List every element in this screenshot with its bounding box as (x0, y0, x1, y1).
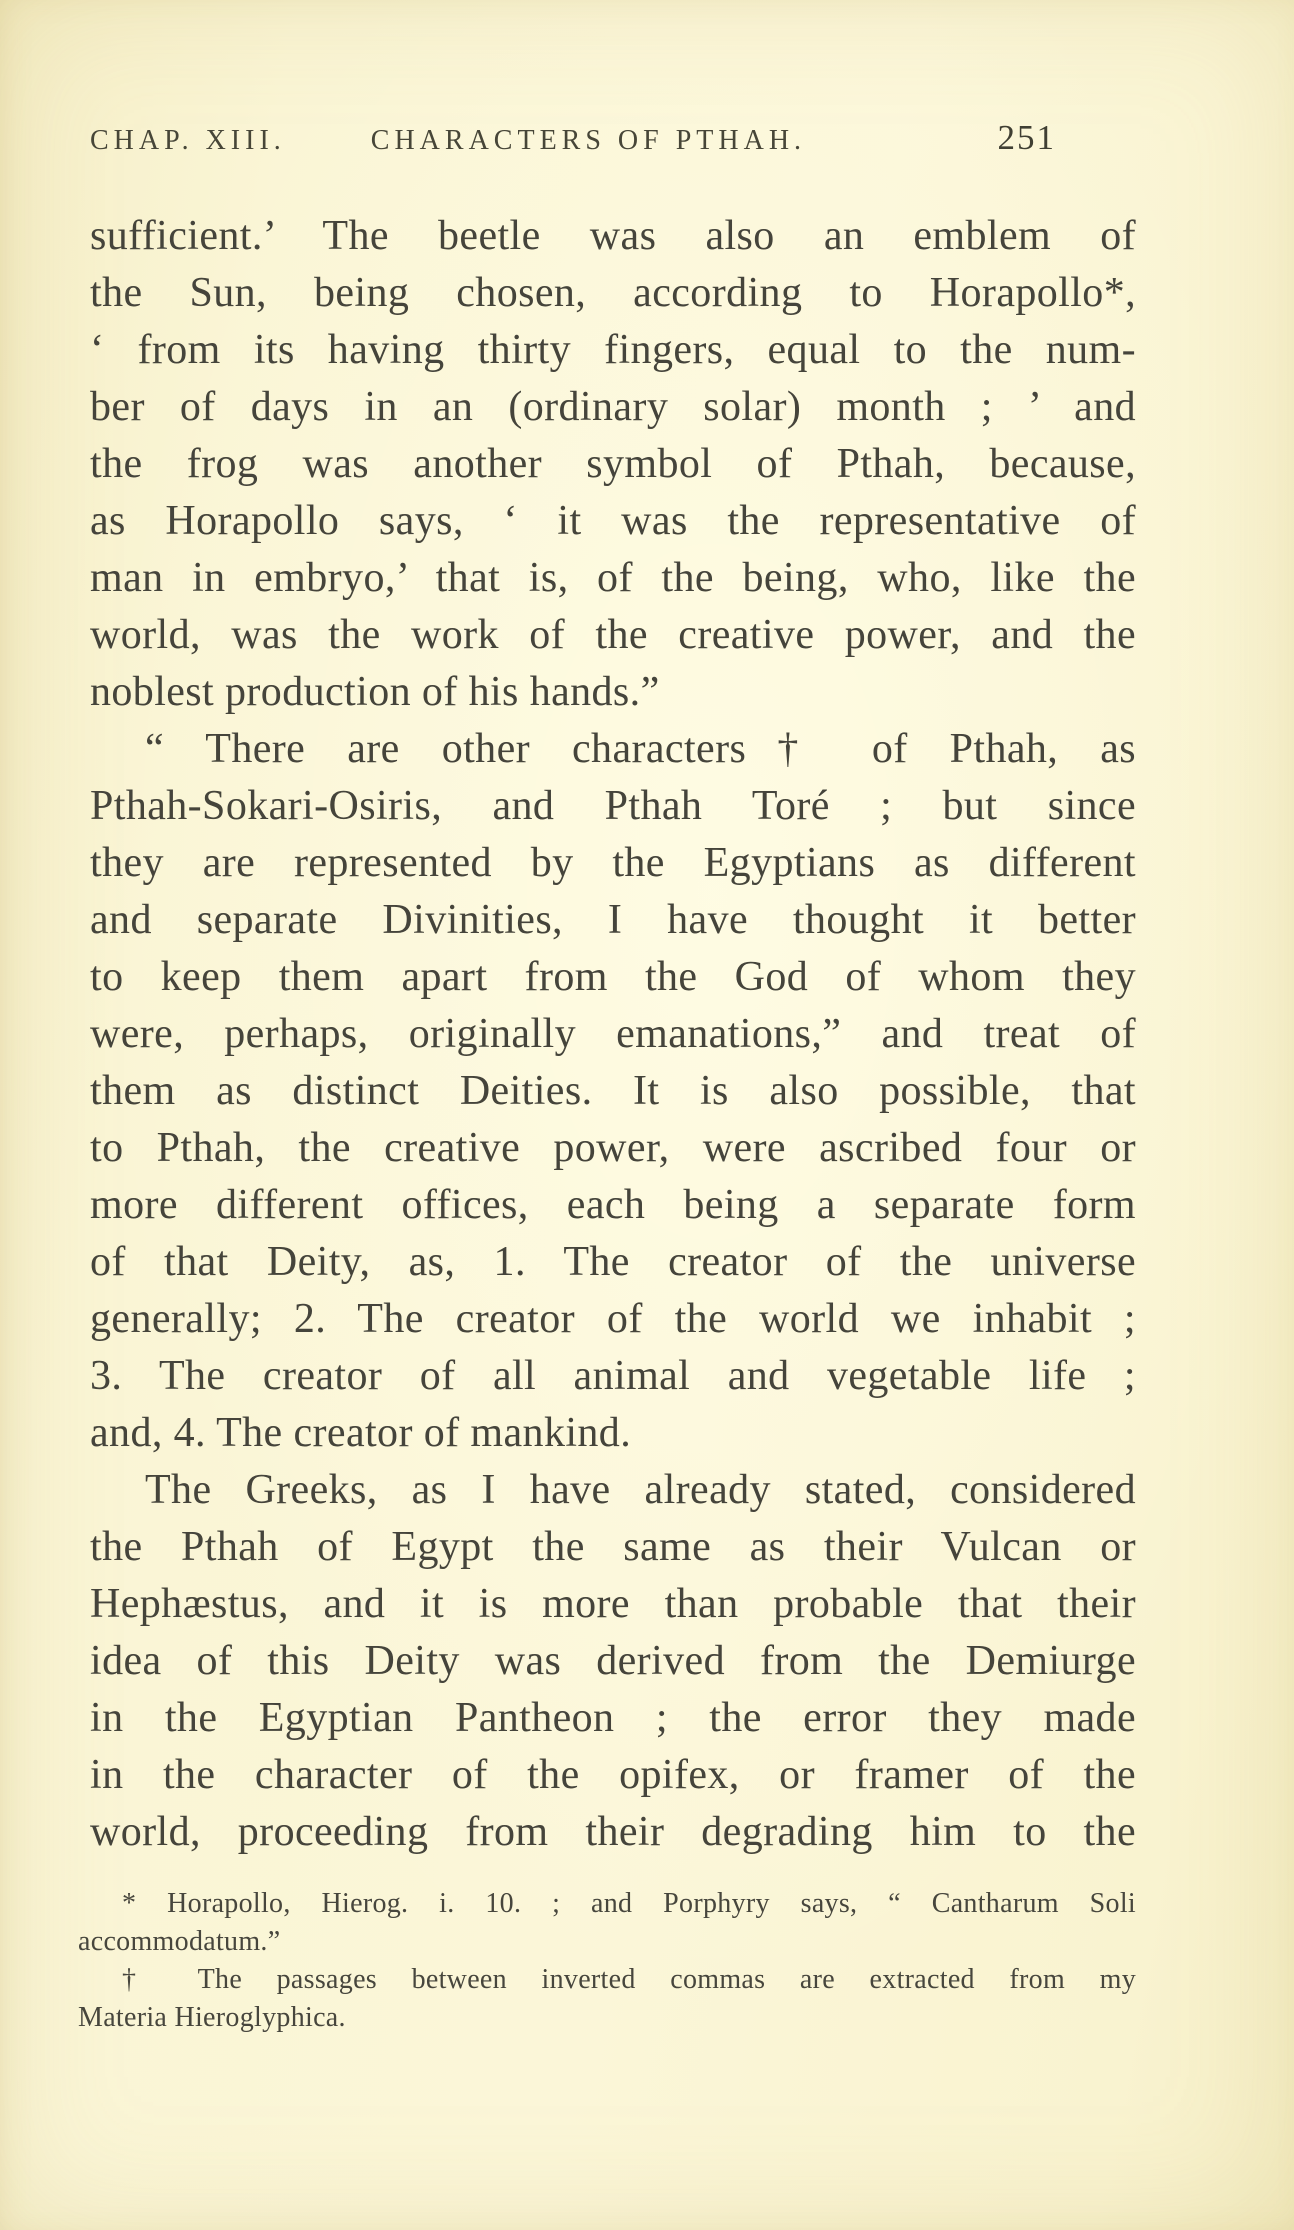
body-line: were, perhaps, originally emanations,” and treat of (90, 1011, 1136, 1057)
body-line: ‘ from its having thirty fingers, equal to the num- (90, 327, 1136, 373)
body-line: world, was the work of the creative power, and the (90, 612, 1136, 658)
body-line: idea of this Deity was derived from the Demiurge (90, 1638, 1136, 1684)
footnote-2 (78, 1961, 1136, 2037)
footnote-line: accommodatum.” (78, 1926, 281, 1957)
footnote-1 (78, 1885, 1136, 1961)
body-line: Pthah-Sokari-Osiris, and Pthah Toré ; but since (90, 783, 1136, 829)
body-line: as Horapollo says, ‘ it was the representative of (90, 498, 1136, 544)
body-line: the frog was another symbol of Pthah, because, (90, 441, 1136, 487)
body-line: in the character of the opifex, or framer of the (90, 1752, 1136, 1798)
body-line: the Sun, being chosen, according to Horapollo*, (90, 270, 1136, 316)
body-line: to Pthah, the creative power, were ascribed four or (90, 1125, 1136, 1171)
paragraph-2 (90, 721, 1136, 1462)
footnote-line: † The passages between inverted commas are extracted from my (122, 1964, 1136, 1995)
body-line: The Greeks, as I have already stated, considered (145, 1467, 1136, 1513)
body-line: they are represented by the Egyptians as different (90, 840, 1136, 886)
body-line: sufficient.’ The beetle was also an emblem of (90, 213, 1136, 259)
body-line: noblest production of his hands.” (90, 669, 660, 715)
paragraph-3 (90, 1462, 1136, 1861)
body-line: them as distinct Deities. It is also possible, that (90, 1068, 1136, 1114)
body-line: world, proceeding from their degrading him to the (90, 1809, 1136, 1855)
footnote-line: Materia Hieroglyphica. (78, 2002, 346, 2033)
body-line: to keep them apart from the God of whom they (90, 954, 1136, 1000)
footnotes (78, 1885, 1136, 2037)
body-line: ber of days in an (ordinary solar) month ; ’ and (90, 384, 1136, 430)
body-line: in the Egyptian Pantheon ; the error they made (90, 1695, 1136, 1741)
page-header (90, 118, 1136, 158)
page-number: 251 (997, 118, 1056, 157)
body-line: Hephæstus, and it is more than probable that their (90, 1581, 1136, 1627)
chapter-label: CHAP. XIII. (90, 125, 286, 156)
body-line: generally; 2. The creator of the world we inhabit ; (90, 1296, 1136, 1342)
paragraph-1 (90, 208, 1136, 721)
running-title: CHARACTERS OF PTHAH. (370, 125, 807, 156)
body-line: man in embryo,’ that is, of the being, who, like the (90, 555, 1136, 601)
body-line: and separate Divinities, I have thought it better (90, 897, 1136, 943)
body-text (90, 208, 1136, 1861)
body-line: the Pthah of Egypt the same as their Vulcan or (90, 1524, 1136, 1570)
body-line: “ There are other characters† of Pthah, as (145, 726, 1136, 772)
body-line: more different offices, each being a separate form (90, 1182, 1136, 1228)
body-line: and, 4. The creator of mankind. (90, 1410, 632, 1456)
footnote-line: * Horapollo, Hierog. i. 10. ; and Porphyry says, “ Cantharum Soli (122, 1888, 1136, 1919)
body-line: 3. The creator of all animal and vegetable life ; (90, 1353, 1136, 1399)
body-line: of that Deity, as, 1. The creator of the universe (90, 1239, 1136, 1285)
